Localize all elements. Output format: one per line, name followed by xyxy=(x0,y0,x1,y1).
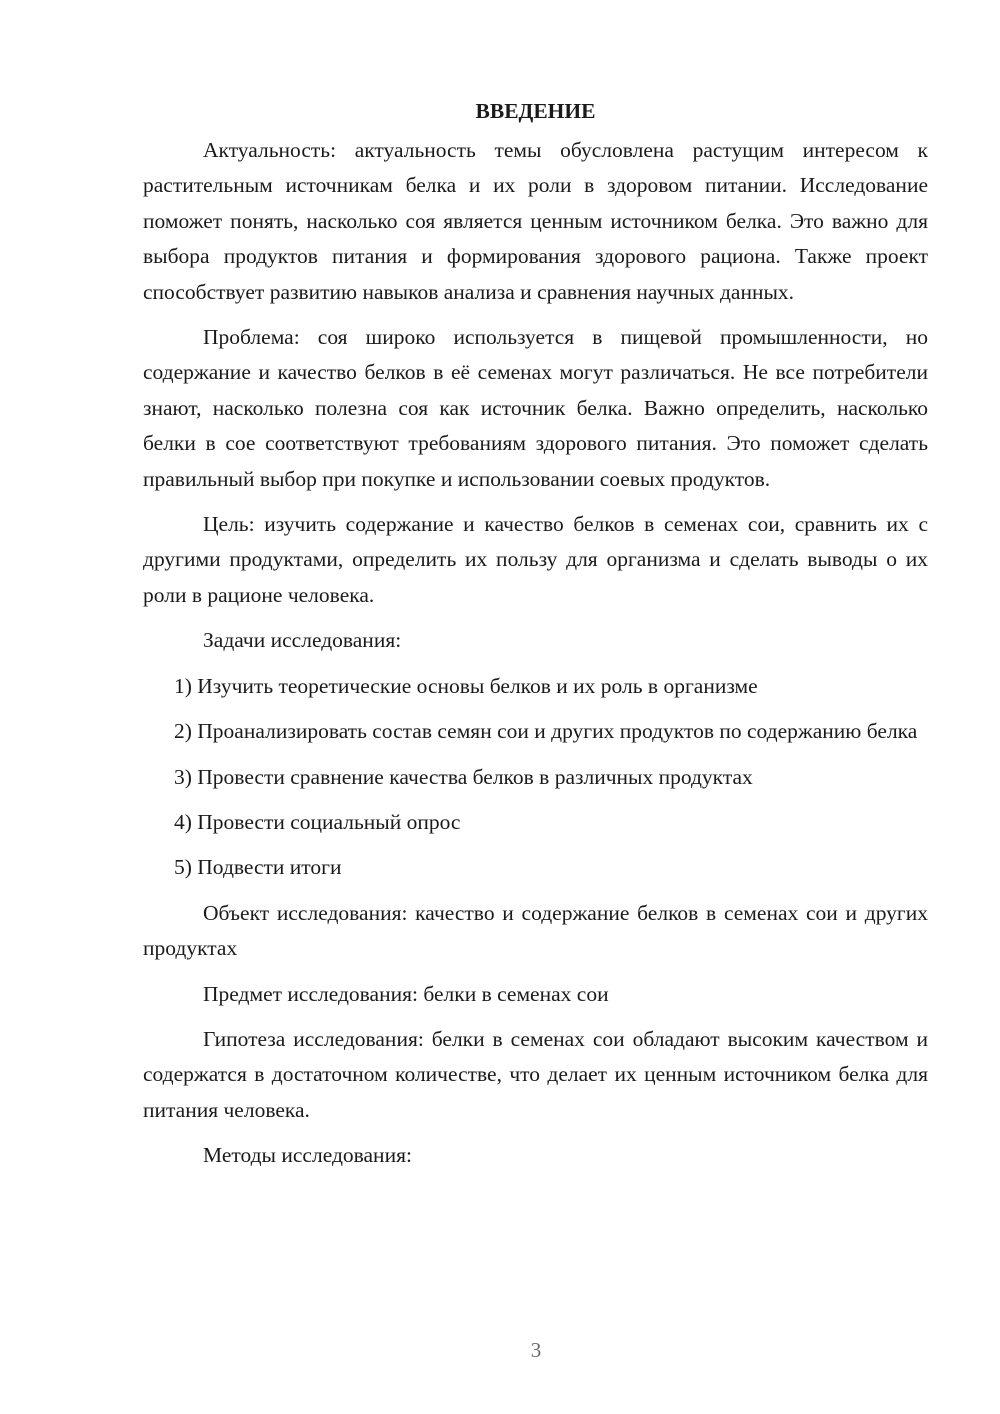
problem-paragraph: Проблема: соя широко используется в пищевой промышленности, но содержание и качество белков в её семенах могут различаться. Не все потребители знают, насколько полезна соя как источник белка. Важно определить, насколько белки в сое соответствуют требованиям здорового питания. Это поможет сделать правильный выбор при покупке и использовании соевых продуктов. xyxy=(143,325,928,491)
object-paragraph: Объект исследования: качество и содержание белков в семенах сои и других продуктах xyxy=(143,900,928,961)
task-item: 1) Изучить теоретические основы белков и их роль в организме xyxy=(174,673,758,698)
page-title: ВВЕДЕНИЕ xyxy=(475,99,596,123)
task-item: 5) Подвести итоги xyxy=(174,855,342,880)
task-item: 2) Проанализировать состав семян сои и других продуктов по содержанию белка xyxy=(174,719,918,744)
page-number: 3 xyxy=(530,1338,542,1362)
goal-paragraph: Цель: изучить содержание и качество белков в семенах сои, сравнить их с другими продуктами, определить их пользу для организма и сделать выводы о их роли в рационе человека. xyxy=(143,512,928,607)
tasks-heading: Задачи исследования: xyxy=(203,628,402,653)
relevance-paragraph: Актуальность: актуальность темы обусловлена растущим интересом к растительным источникам белка и их роли в здоровом питании. Исследование поможет понять, насколько соя является ценным источником белка. Это важно для выбора продуктов питания и формирования здорового рациона. Также проект способствует развитию навыков анализа и сравнения научных данных. xyxy=(143,138,928,304)
task-item: 4) Провести социальный опрос xyxy=(174,809,461,834)
task-item: 3) Провести сравнение качества белков в различных продуктах xyxy=(174,764,753,789)
subject-paragraph: Предмет исследования: белки в семенах сои xyxy=(203,981,609,1006)
methods-heading: Методы исследования: xyxy=(203,1143,412,1168)
page-content xyxy=(143,95,928,1174)
hypothesis-paragraph: Гипотеза исследования: белки в семенах сои обладают высоким качеством и содержатся в достаточном количестве, что делает их ценным источником белка для питания человека. xyxy=(143,1026,928,1122)
